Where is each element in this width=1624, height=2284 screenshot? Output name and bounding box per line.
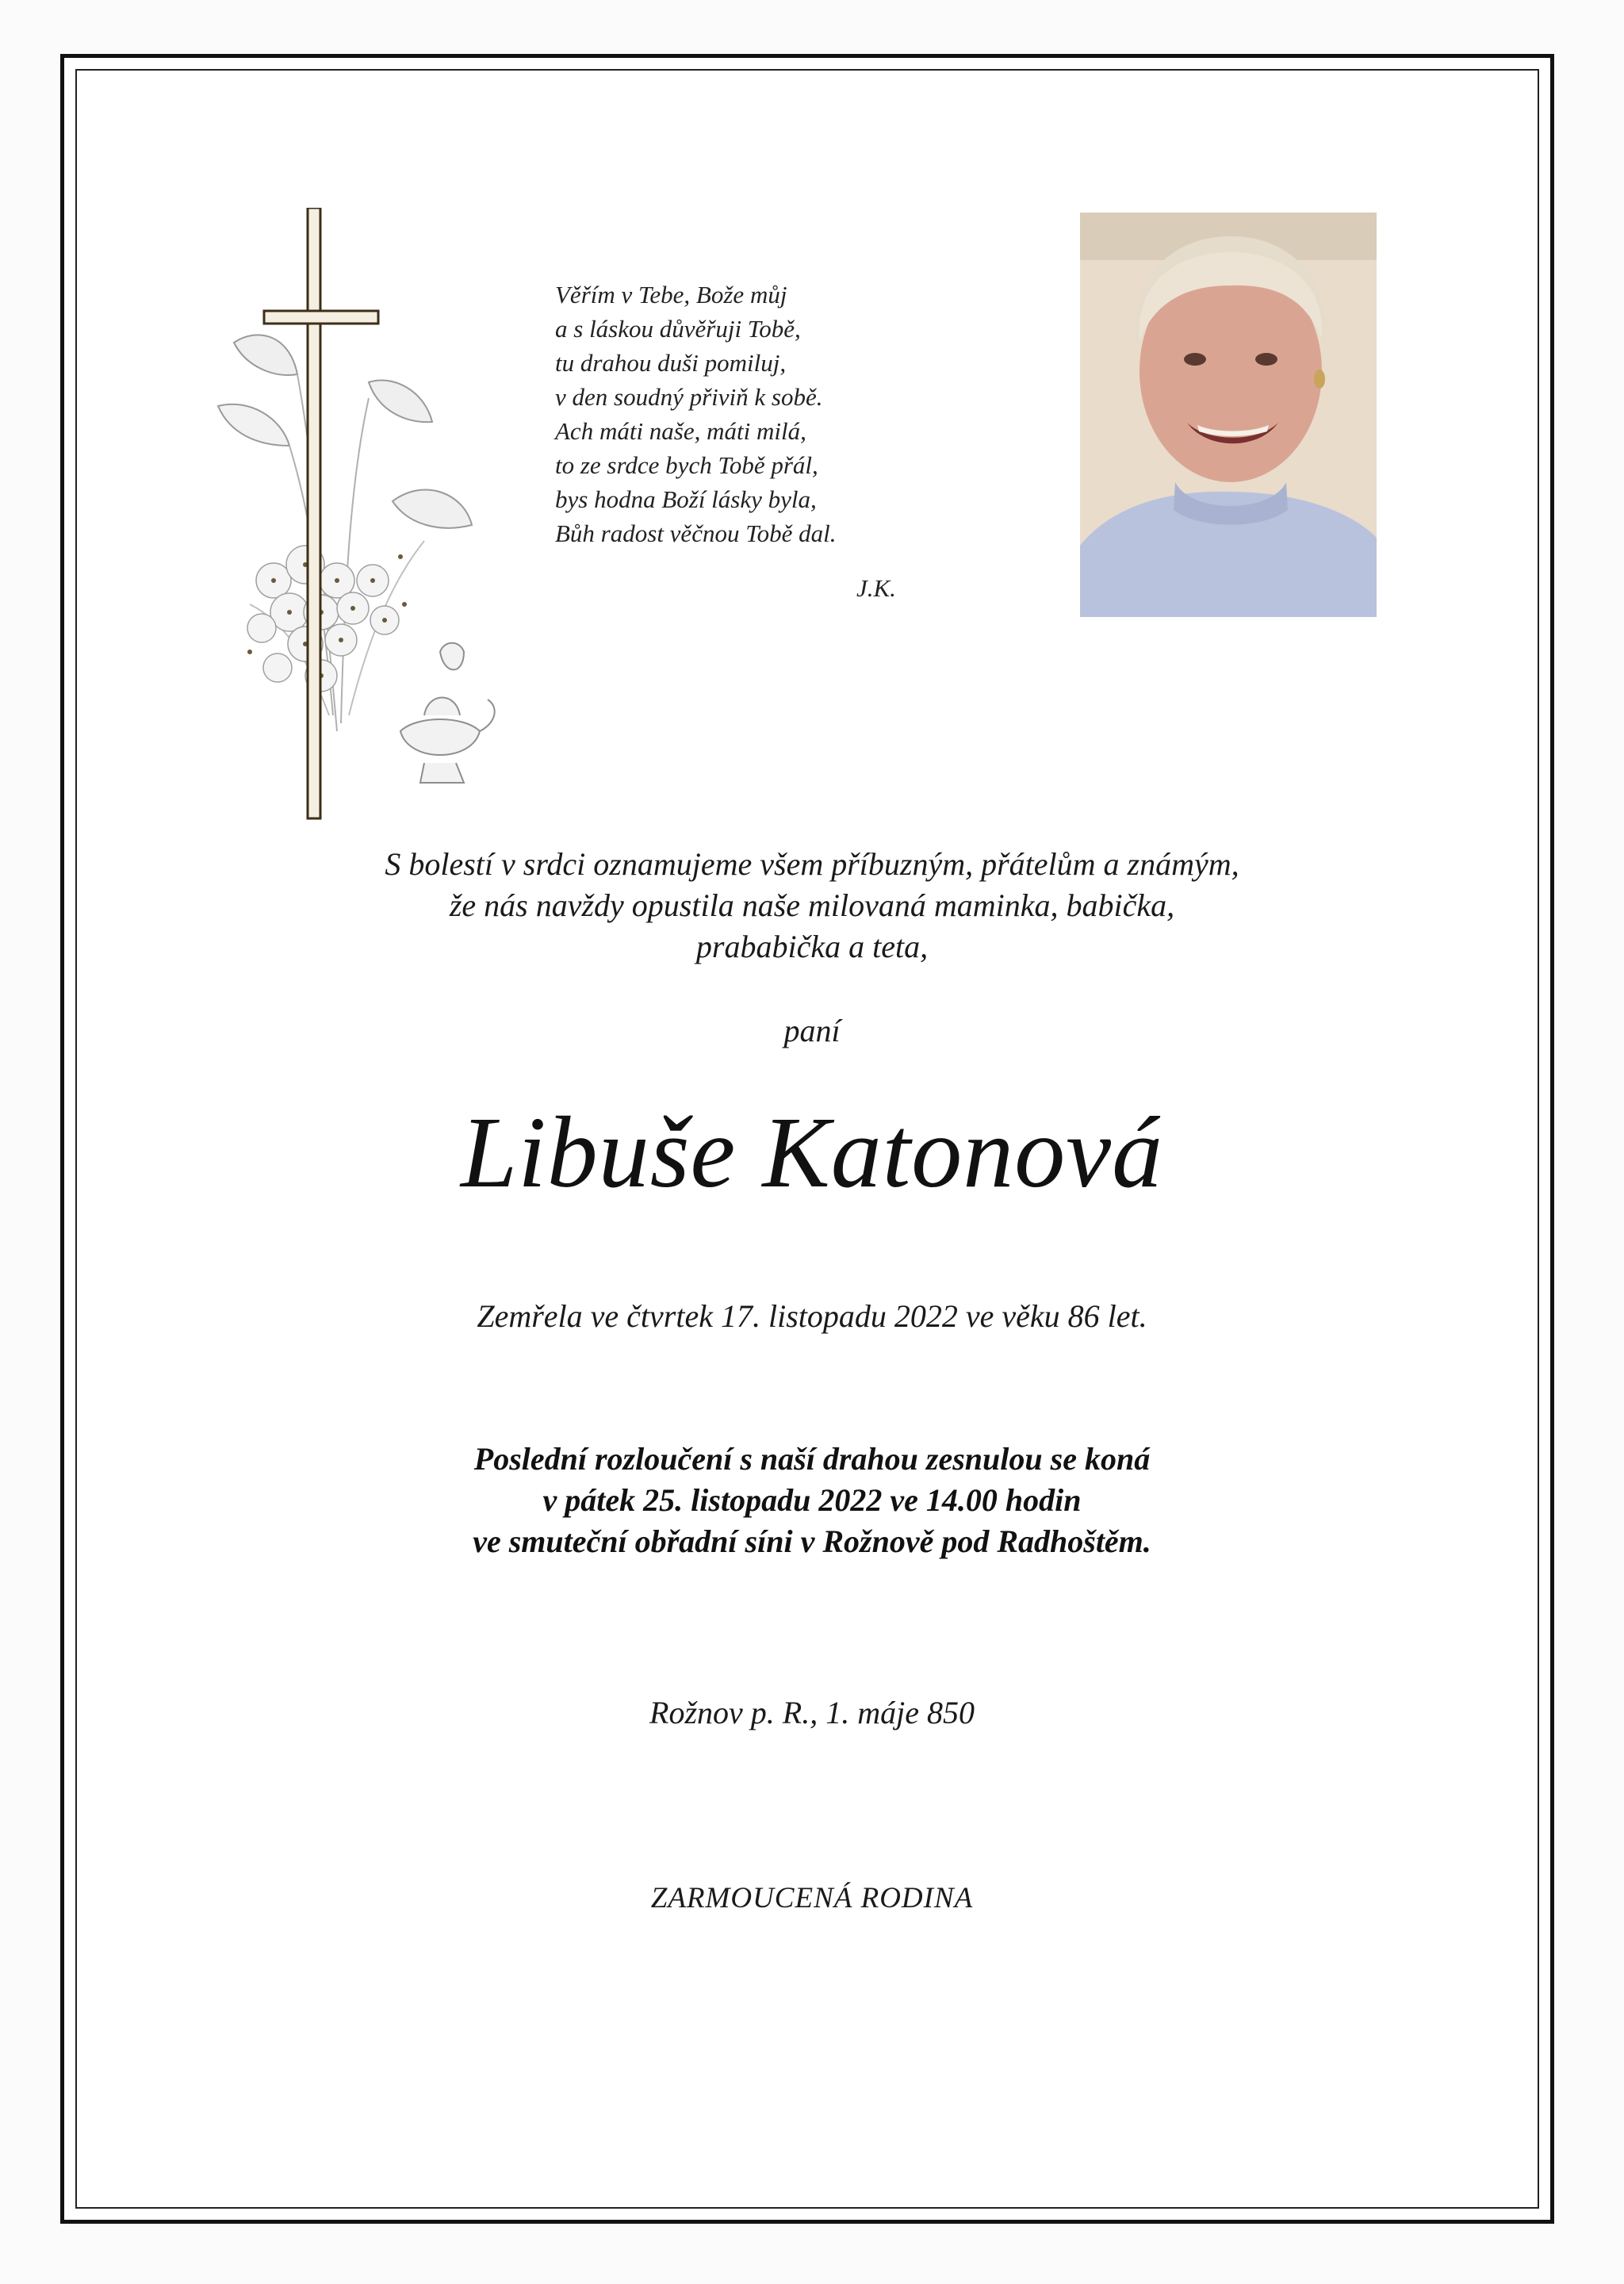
poem xyxy=(555,278,967,605)
death-notice: Zemřela ve čtvrtek 17. listopadu 2022 ve věku 86 let. xyxy=(477,1298,1147,1334)
deceased-name: Libuše Katonová xyxy=(460,1096,1164,1209)
poem-line: Ach máti naše, máti milá, xyxy=(555,417,806,445)
lily-bouquet-icon xyxy=(218,335,472,731)
announcement-line: prababička a teta, xyxy=(695,929,929,964)
oil-lamp-icon xyxy=(400,643,495,783)
cross-icon xyxy=(264,208,378,818)
portrait-photo xyxy=(1080,213,1377,617)
poem-line: a s láskou důvěřuji Tobě, xyxy=(555,315,801,343)
place-address: Rožnov p. R., 1. máje 850 xyxy=(649,1695,975,1730)
poem-line: bys hodna Boží lásky byla, xyxy=(555,485,817,513)
announcement xyxy=(0,844,1624,968)
poem-line: v den soudný přiviň k sobě. xyxy=(555,383,823,411)
funeral-line: v pátek 25. listopadu 2022 ve 14.00 hodin xyxy=(542,1482,1082,1518)
salutation: paní xyxy=(783,1013,841,1048)
funeral-line: Poslední rozloučení s naší drahou zesnulou se koná xyxy=(473,1441,1151,1477)
cross-with-lilies-illustration xyxy=(202,208,504,826)
poem-line: Bůh radost věčnou Tobě dal. xyxy=(555,519,837,547)
poem-line: Věřím v Tebe, Bože můj xyxy=(555,281,787,308)
funeral-details xyxy=(0,1439,1624,1562)
announcement-line: S bolestí v srdci oznamujeme všem příbuzným, přátelům a známým, xyxy=(385,846,1239,882)
poem-line: to ze srdce bych Tobě přál, xyxy=(555,451,818,479)
flower-cluster-icon xyxy=(247,546,399,692)
signature: ZARMOUCENÁ RODINA xyxy=(650,1882,974,1914)
announcement-line: že nás navždy opustila naše milovaná maminka, babička, xyxy=(449,887,1175,923)
poem-line: tu drahou duši pomiluj, xyxy=(555,349,787,377)
funeral-line: ve smuteční obřadní síni v Rožnově pod Radhoštěm. xyxy=(473,1523,1151,1559)
poem-author: J.K. xyxy=(856,574,896,602)
